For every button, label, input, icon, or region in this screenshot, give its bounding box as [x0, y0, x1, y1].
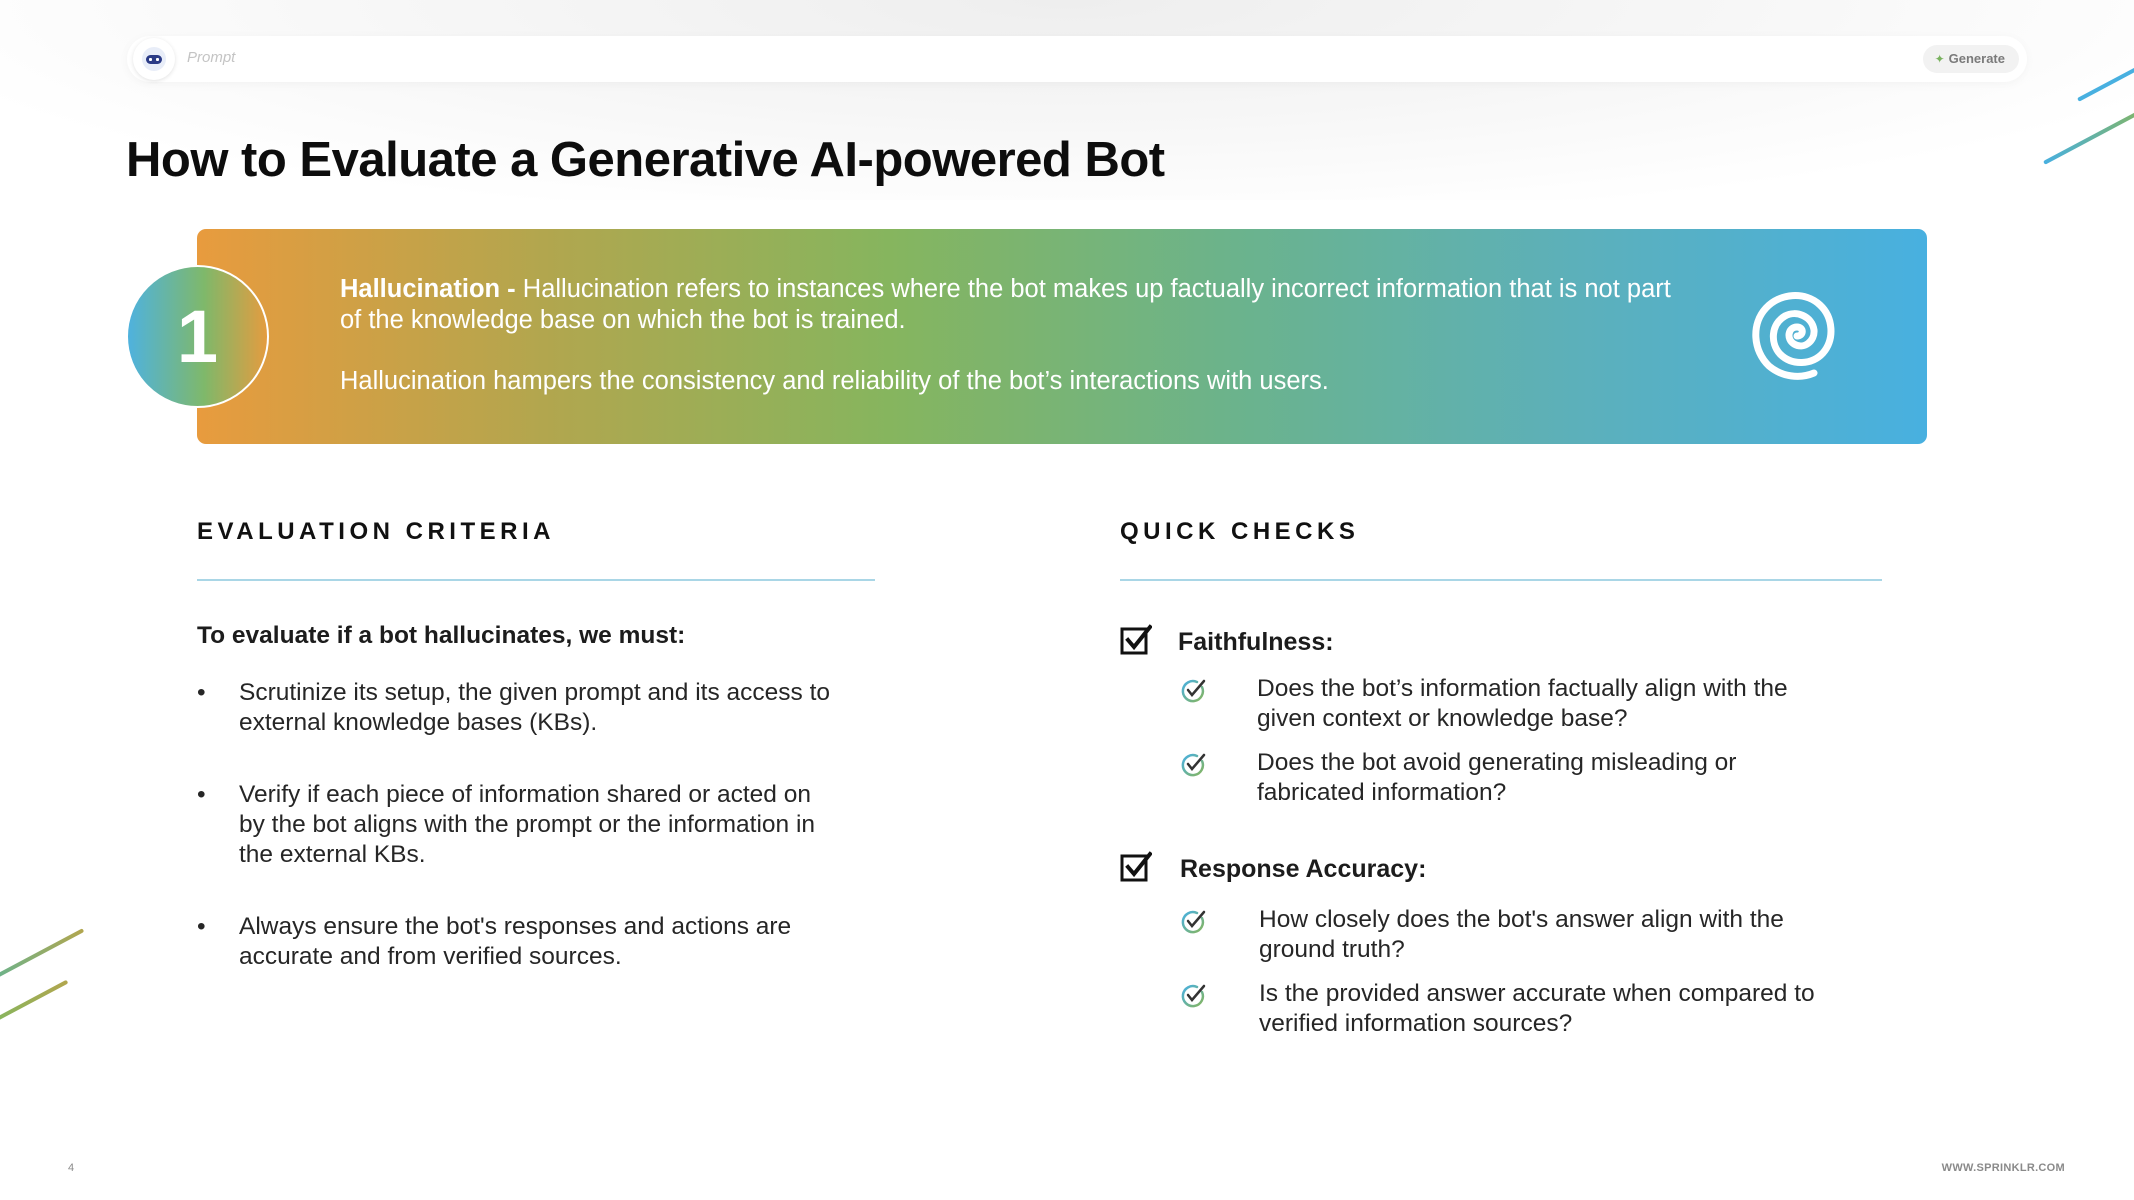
check-group-faithfulness [1120, 624, 1827, 808]
check-group-header [1120, 624, 1827, 660]
criteria-list [197, 678, 837, 1014]
check-item-text: Does the bot’s information factually align with the given context or knowledge base? [1257, 675, 1788, 732]
page-number: 4 [68, 1162, 75, 1174]
prompt-bar[interactable] [127, 36, 2027, 82]
quick-checks-divider [1120, 579, 1882, 581]
footer-url[interactable]: WWW.SPRINKLR.COM [1941, 1162, 2065, 1174]
criteria-text: Verify if each piece of information shared or acted on by the bot aligns with the prompt or the information in the external KBs. [239, 781, 816, 868]
generate-label: Generate [1948, 51, 2005, 66]
check-group-label: Response Accuracy: [1180, 855, 1427, 883]
banner-definition [340, 274, 1680, 336]
check-item [1120, 674, 1827, 734]
spiral-icon [1742, 281, 1852, 391]
quick-checks-heading: QUICK CHECKS [1120, 518, 1360, 545]
decorative-stripe [0, 980, 68, 1022]
gradient-check-icon [1180, 909, 1206, 935]
sparkle-icon: ✦ [1934, 52, 1945, 66]
checkbox-checked-icon [1120, 624, 1152, 656]
criteria-item [197, 912, 837, 972]
step-number-badge: 1 [126, 265, 269, 408]
check-item [1120, 748, 1827, 808]
evaluation-criteria-heading: EVALUATION CRITERIA [197, 518, 555, 545]
gradient-check-icon [1180, 678, 1206, 704]
check-group-header [1120, 851, 1829, 887]
evaluation-divider [197, 579, 875, 581]
decorative-stripe [0, 928, 84, 978]
banner-text [340, 274, 1680, 397]
criteria-text: Always ensure the bot's responses and actions are accurate and from verified sources. [239, 913, 792, 970]
check-item [1120, 905, 1829, 965]
page-title: How to Evaluate a Generative AI-powered Bot [126, 133, 1165, 187]
bullet: • [197, 913, 206, 940]
gradient-check-icon [1180, 983, 1206, 1009]
check-item-text: Does the bot avoid generating misleading or fabricated information? [1257, 749, 1737, 806]
bullet: • [197, 679, 206, 706]
check-group-label: Faithfulness: [1178, 628, 1334, 656]
generate-button[interactable] [1923, 45, 2019, 73]
banner-definition-text: Hallucination refers to instances where the bot makes up factually incorrect information that is not part of the knowledge base on which the bot is trained. [340, 275, 1671, 334]
check-item [1120, 979, 1829, 1039]
prompt-placeholder[interactable]: Prompt [187, 49, 236, 66]
evaluation-intro: To evaluate if a bot hallucinates, we must: [197, 622, 686, 649]
gradient-check-icon [1180, 752, 1206, 778]
check-item-text: How closely does the bot's answer align with the ground truth? [1259, 906, 1784, 963]
criteria-item [197, 678, 837, 738]
checkbox-checked-icon [1120, 851, 1152, 883]
bullet: • [197, 781, 206, 808]
check-group-response-accuracy [1120, 851, 1829, 1039]
banner-term: Hallucination - [340, 275, 516, 303]
criteria-item [197, 780, 837, 870]
check-item-text: Is the provided answer accurate when compared to verified information sources? [1259, 980, 1815, 1037]
bot-avatar-icon [133, 38, 175, 80]
criteria-text: Scrutinize its setup, the given prompt and its access to external knowledge bases (KBs). [239, 679, 831, 736]
banner-impact: Hallucination hampers the consistency and reliability of the bot’s interactions with users. [340, 367, 1329, 395]
